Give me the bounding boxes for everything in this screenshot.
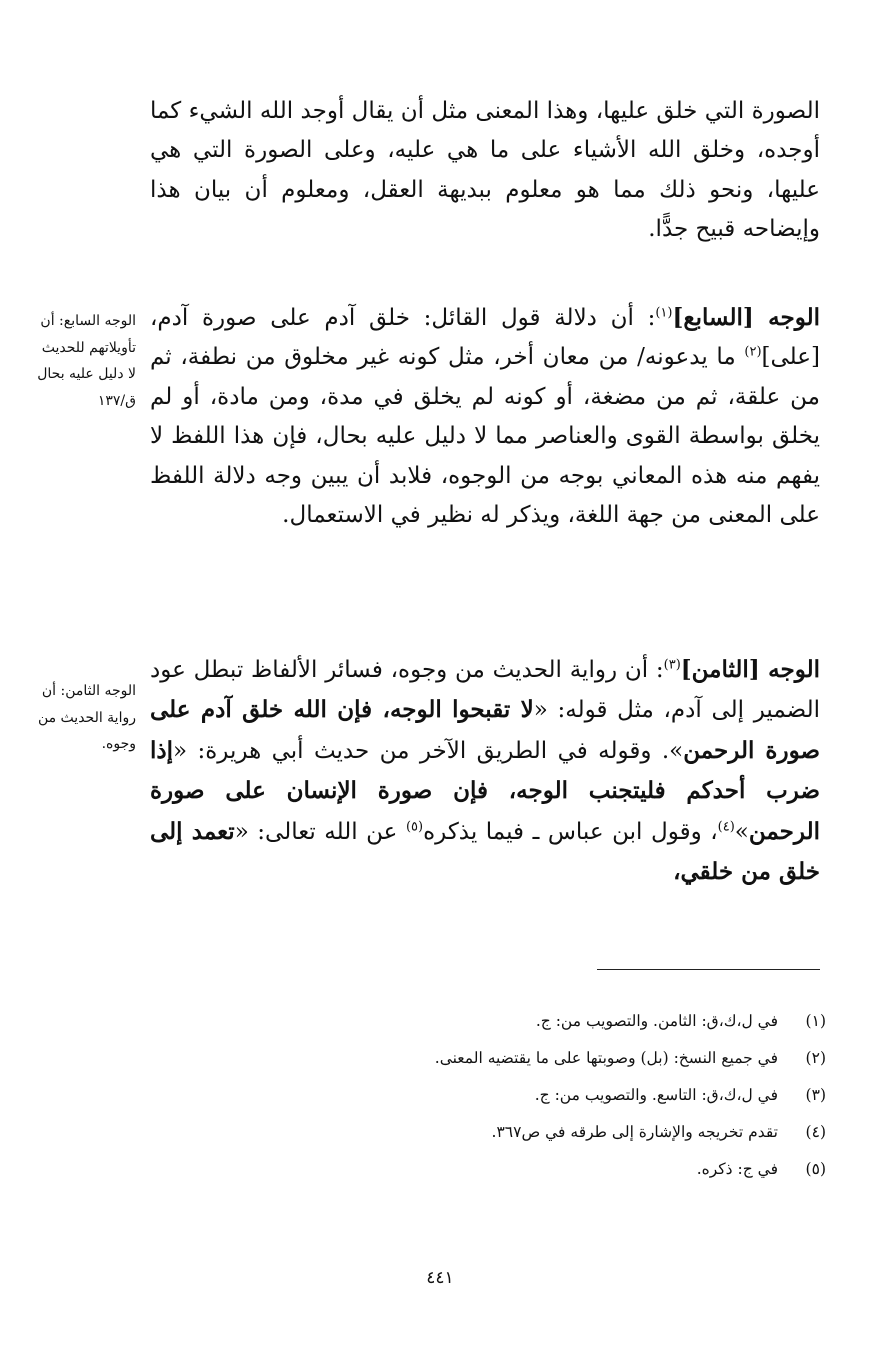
footnote-item [150,1077,826,1114]
footnote-text: في ل،ك،ق: التاسع. والتصويب من: ج. [534,1086,778,1104]
margin-note-eighth: الوجه الثامن: أن رواية الحديث من وجوه. [37,683,136,752]
footnote-number: (١) [805,1012,826,1030]
footnote-separator [597,969,820,970]
footnote-item [150,1003,826,1040]
footnote-item [150,1151,826,1188]
paragraph-2-text-b: ما يدعونه/ من معان أخر، مثل كونه غير مخلوق من نطفة، ثم من علقة، ثم من مضغة، أو كونه لم يخلق في مدة، ومن مادة، أو لم يخلق بواسطة القوى والعناصر مما لا دليل عليه بحال، فإن هذا اللفظ لا يفهم منه هذه المعاني بوجه من الوجوه، فلابد أن يبين وجه دلالة اللفظ على المعنى من جهة اللغة، ويذكر له نظير في الاستعمال. [150,344,820,529]
footnote-number: (٥) [805,1160,826,1178]
footnote-ref-1: (١) [655,305,673,321]
paragraph-3-text-b: ». وقوله في الطريق الآخر من حديث أبي هريرة: « [173,737,684,764]
paragraph-3-text-d: ، وقول ابن عباس ـ فيما يذكره [423,818,718,845]
footnotes [150,1003,826,1188]
hadith-quote-2: إذا ضرب أحدكم فليتجنب الوجه، فإن صورة الإنسان على صورة الرحمن [150,736,820,845]
paragraph-2-text-a: : أن دلالة قول القائل: خلق آدم على صورة آدم، [على] [150,305,820,371]
paragraph-3 [150,650,820,892]
hadith-quote-1: لا تقبحوا الوجه، فإن الله خلق آدم على صورة الرحمن [150,696,821,764]
footnote-text: في جميع النسخ: (بل) وصوبتها على ما يقتضيه المعنى. [434,1049,778,1067]
footnote-text: في ج: ذكره. [696,1160,778,1178]
footnote-ref-3: (٣) [663,657,681,673]
footnote-ref-5: (٥) [405,818,424,834]
page-number: ٤٤١ [426,1268,454,1288]
footnote-item [150,1040,826,1077]
footnote-number: (٣) [805,1086,826,1104]
footnote-item [150,1114,826,1151]
footnote-ref-4: (٤) [717,818,735,834]
paragraph-3-text-c: » [734,818,749,845]
margin-note-seventh: الوجه السابع: أن تأويلاتهم للحديث لا دليل عليه بحال ق/١٣٧ [37,313,136,409]
paragraph-1 [150,92,820,250]
paragraph-1-text: الصورة التي خلق عليها، وهذا المعنى مثل أن يقال أوجد الله الشيء كما أوجده، وخلق الله الأشياء على ما هي عليه، وعلى الصورة التي هي عليها، ونحو ذلك مما هو معلوم ببديهة العقل، ومعلوم أن بيان هذا وإيضاحه قبيح جدًّا. [150,98,820,243]
footnote-number: (٤) [805,1123,826,1141]
section-heading-seventh: الوجه [السابع] [672,304,821,331]
hadith-quote-3: تعمد إلى خلق من خلقي، [150,817,820,886]
section-heading-eighth: الوجه [الثامن] [680,656,820,683]
paragraph-3-text-e: عن الله تعالى: « [234,818,406,845]
paragraph-3-text-a: : أن رواية الحديث من وجوه، فسائر الألفاظ تبطل عود الضمير إلى آدم، مثل قوله: « [150,657,821,724]
footnote-text: تقدم تخريجه والإشارة إلى طرقه في ص٣٦٧. [491,1123,778,1141]
footnote-number: (٢) [805,1049,826,1067]
footnote-text: في ل،ك،ق: الثامن. والتصويب من: ج. [535,1012,778,1030]
footnote-ref-2: (٢) [744,344,762,360]
paragraph-2 [150,298,820,535]
